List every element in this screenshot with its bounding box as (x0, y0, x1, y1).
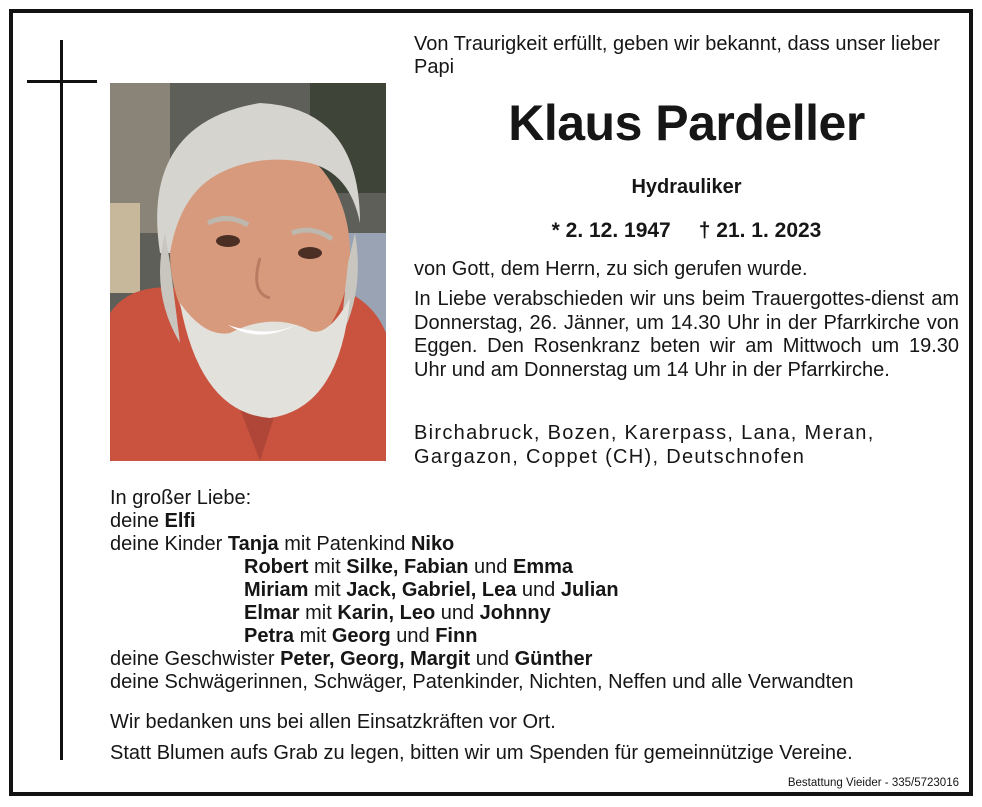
mourner-siblings: deine Geschwister Peter, Georg, Margit und Günther (110, 648, 593, 670)
mourner-children-row: Elmar mit Karin, Leo und Johnny (244, 602, 551, 624)
mourner-relatives: deine Schwägerinnen, Schwäger, Patenkinder, Nichten, Neffen und alle Verwandten (110, 671, 854, 693)
death-date: † 21. 1. 2023 (698, 219, 822, 242)
funeral-home-credit: Bestattung Vieider - 335/5723016 (787, 777, 959, 789)
mourner-children-row: Petra mit Georg und Finn (244, 625, 478, 647)
mourners-list (110, 487, 965, 694)
portrait-photo (110, 83, 386, 461)
thanks-text: Wir bedanken uns bei allen Einsatzkräften vor Ort. (110, 711, 556, 733)
deceased-name: Klaus Pardeller (508, 95, 865, 151)
called-text: von Gott, dem Herrn, zu sich gerufen wurde. (414, 258, 808, 280)
cross-icon-bar (27, 80, 97, 83)
mourner-children-row: Robert mit Silke, Fabian und Emma (244, 556, 574, 578)
intro-text: Von Traurigkeit erfüllt, geben wir bekannt, dass unser lieber Papi (414, 33, 940, 78)
mourner-children-row: deine Kinder Tanja mit Patenkind Niko (110, 533, 455, 555)
birth-date: * 2. 12. 1947 (551, 219, 671, 242)
donation-text: Statt Blumen aufs Grab zu legen, bitten wir um Spenden für gemeinnützige Vereine. (110, 742, 853, 764)
places-list: Birchabruck, Bozen, Karerpass, Lana, Meran, Gargazon, Coppet (CH), Deutschnofen (414, 422, 875, 468)
cross-icon (60, 40, 63, 760)
mourners-heading: In großer Liebe: (110, 487, 252, 509)
occupation: Hydrauliker (631, 176, 742, 198)
mourner-wife: deine Elfi (110, 510, 196, 532)
mourner-children-row: Miriam mit Jack, Gabriel, Lea und Julian (244, 579, 619, 601)
life-dates (414, 218, 959, 244)
funeral-service-text: In Liebe verabschieden wir uns beim Trauergottes-dienst am Donnerstag, 26. Jänner, um 14.30 Uhr in der Pfarrkirche von Eggen. Den Rosenkranz beten wir am Mittwoch um 19.30 Uhr und am Donnerstag um 14 Uhr in der Pfarrkirche. (414, 288, 959, 381)
